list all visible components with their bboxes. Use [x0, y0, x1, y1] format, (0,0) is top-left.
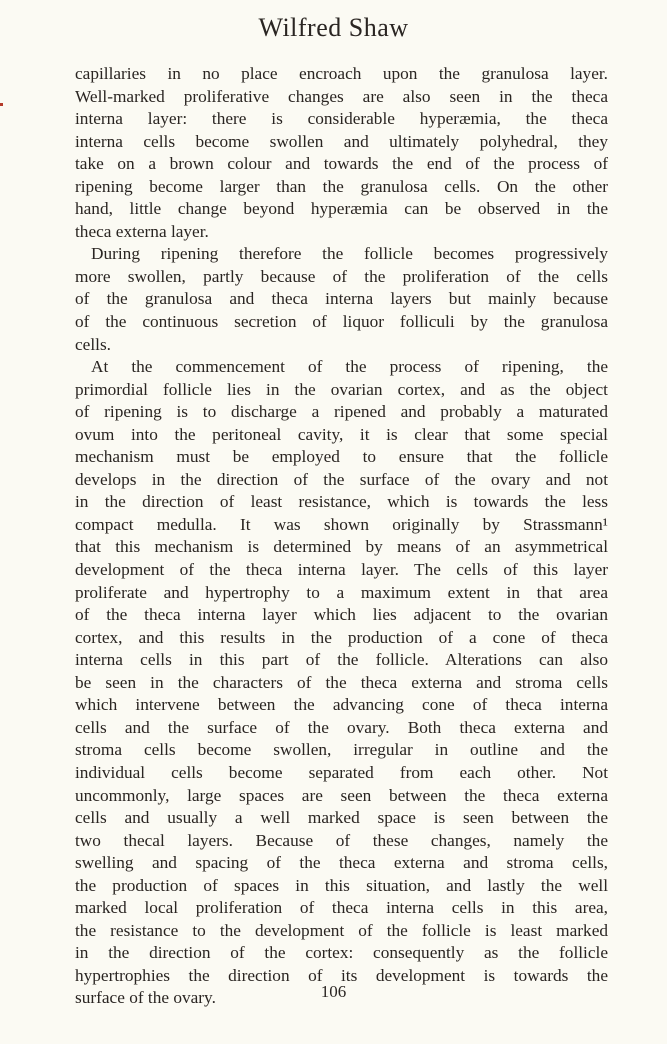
text-line: interna cells in this part of the follicle. Alterations can also	[75, 650, 608, 670]
text-line: of ripening is to discharge a ripened and probably a maturated	[75, 402, 608, 422]
text-line: in the direction of least resistance, which is towards the less	[75, 492, 608, 512]
text-line: that this mechanism is determined by means of an asymmetrical	[75, 537, 608, 557]
text-line: of the continuous secretion of liquor folliculi by the granulosa	[75, 312, 608, 332]
text-line: more swollen, partly because of the proliferation of the cells	[75, 266, 608, 286]
text-line: ovum into the peritoneal cavity, it is clear that some special	[75, 424, 608, 444]
text-line: proliferate and hypertrophy to a maximum extent in that area	[75, 582, 608, 602]
text-line: At the commencement of the process of ripening, the	[91, 357, 608, 377]
text-line: which intervene between the advancing cone of theca interna	[75, 695, 608, 715]
text-line: be seen in the characters of the theca externa and stroma cells	[75, 672, 608, 692]
text-line: of the theca interna layer which lies adjacent to the ovarian	[75, 605, 608, 625]
text-line: individual cells become separated from each other. Not	[75, 762, 608, 782]
text-line: mechanism must be employed to ensure that the follicle	[75, 447, 608, 467]
running-header: Wilfred Shaw	[258, 13, 409, 42]
text-line: interna cells become swollen and ultimately polyhedral, they	[75, 131, 608, 151]
text-line: ripening become larger than the granulosa cells. On the other	[75, 176, 608, 196]
text-line: hypertrophies the direction of its development is towards the	[75, 965, 608, 985]
text-line: compact medulla. It was shown originally by Strassmann¹	[75, 514, 608, 534]
text-line: two thecal layers. Because of these changes, namely the	[75, 830, 608, 850]
text-line: cells and the surface of the ovary. Both theca externa and	[75, 717, 608, 737]
margin-mark	[0, 103, 3, 106]
text-line: Well-marked proliferative changes are also seen in the theca	[75, 86, 608, 106]
text-line: the production of spaces in this situation, and lastly the well	[75, 875, 608, 895]
text-line: swelling and spacing of the theca externa and stroma cells,	[75, 853, 608, 873]
text-line: stroma cells become swollen, irregular in outline and the	[75, 740, 608, 760]
text-line: the resistance to the development of the follicle is least marked	[75, 920, 608, 940]
page-number: 106	[320, 982, 347, 1001]
text-line: hand, little change beyond hyperæmia can be observed in the	[75, 199, 608, 219]
text-line: capillaries in no place encroach upon the granulosa layer.	[75, 64, 608, 83]
text-line: cells and usually a well marked space is seen between the	[75, 808, 608, 828]
body-text	[75, 63, 608, 1010]
text-line: primordial follicle lies in the ovarian cortex, and as the object	[75, 379, 608, 399]
text-line: During ripening therefore the follicle becomes progressively	[91, 244, 608, 264]
text-line: of the granulosa and theca interna layers but mainly because	[75, 289, 608, 309]
text-line: cortex, and this results in the production of a cone of theca	[75, 627, 608, 647]
text-line: develops in the direction of the surface of the ovary and not	[75, 469, 608, 489]
text-line: in the direction of the cortex: consequently as the follicle	[75, 943, 608, 963]
text-line: development of the theca interna layer. The cells of this layer	[75, 560, 608, 580]
text-line: interna layer: there is considerable hyperæmia, the theca	[75, 109, 608, 129]
text-line: marked local proliferation of theca interna cells in this area,	[75, 898, 608, 918]
text-line: theca externa layer.	[75, 221, 209, 241]
text-line: surface of the ovary.	[75, 988, 216, 1008]
text-line: take on a brown colour and towards the end of the process of	[75, 154, 608, 174]
text-line: uncommonly, large spaces are seen between the theca externa	[75, 785, 608, 805]
text-line: cells.	[75, 334, 111, 354]
